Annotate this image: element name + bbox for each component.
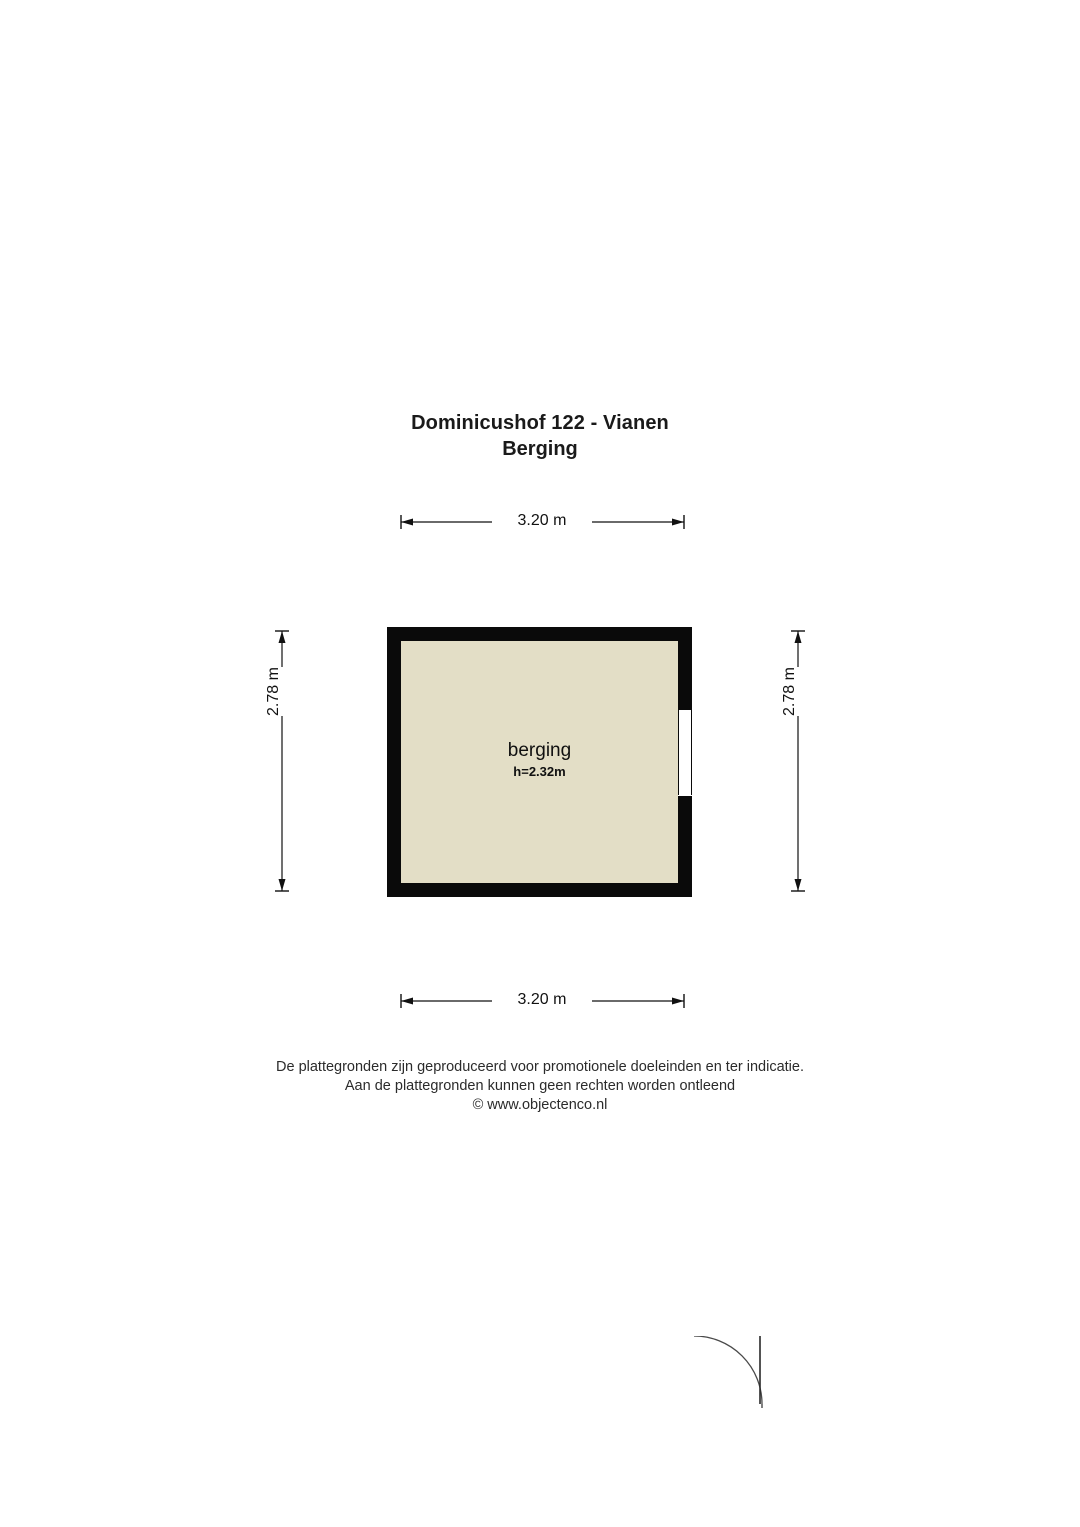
room-berging bbox=[401, 641, 678, 883]
page-title bbox=[0, 410, 1080, 462]
title-floor: Berging bbox=[502, 438, 578, 460]
dimension-left-label-wrap bbox=[263, 667, 285, 716]
dimension-top-label: 3.20 m bbox=[492, 512, 592, 530]
footer-copyright: © www.objectenco.nl bbox=[472, 1097, 608, 1113]
footer-line-2: Aan de plattegronden kunnen geen rechten worden ontleend bbox=[344, 1078, 736, 1094]
dimension-right-label: 2.78 m bbox=[781, 667, 798, 716]
room-height: h=2.32m bbox=[513, 764, 566, 779]
door-jamb-outer bbox=[691, 709, 692, 795]
dimension-top bbox=[400, 512, 685, 532]
dimension-bottom-label: 3.20 m bbox=[492, 991, 592, 1009]
room-name: berging bbox=[507, 740, 572, 761]
door-jamb-inner bbox=[678, 709, 679, 795]
footer-disclaimer bbox=[0, 1058, 1080, 1115]
title-address: Dominicushof 122 - Vianen bbox=[411, 412, 669, 434]
floorplan-drawing bbox=[387, 627, 692, 897]
dimension-bottom bbox=[400, 991, 685, 1011]
door-opening bbox=[678, 709, 692, 797]
footer-line-1: De plattegronden zijn geproduceerd voor promotionele doeleinden en ter indicatie. bbox=[276, 1059, 804, 1075]
dimension-right-label-wrap bbox=[779, 667, 801, 716]
dimension-left-label: 2.78 m bbox=[265, 667, 282, 716]
door-swing-icon bbox=[692, 1336, 772, 1428]
